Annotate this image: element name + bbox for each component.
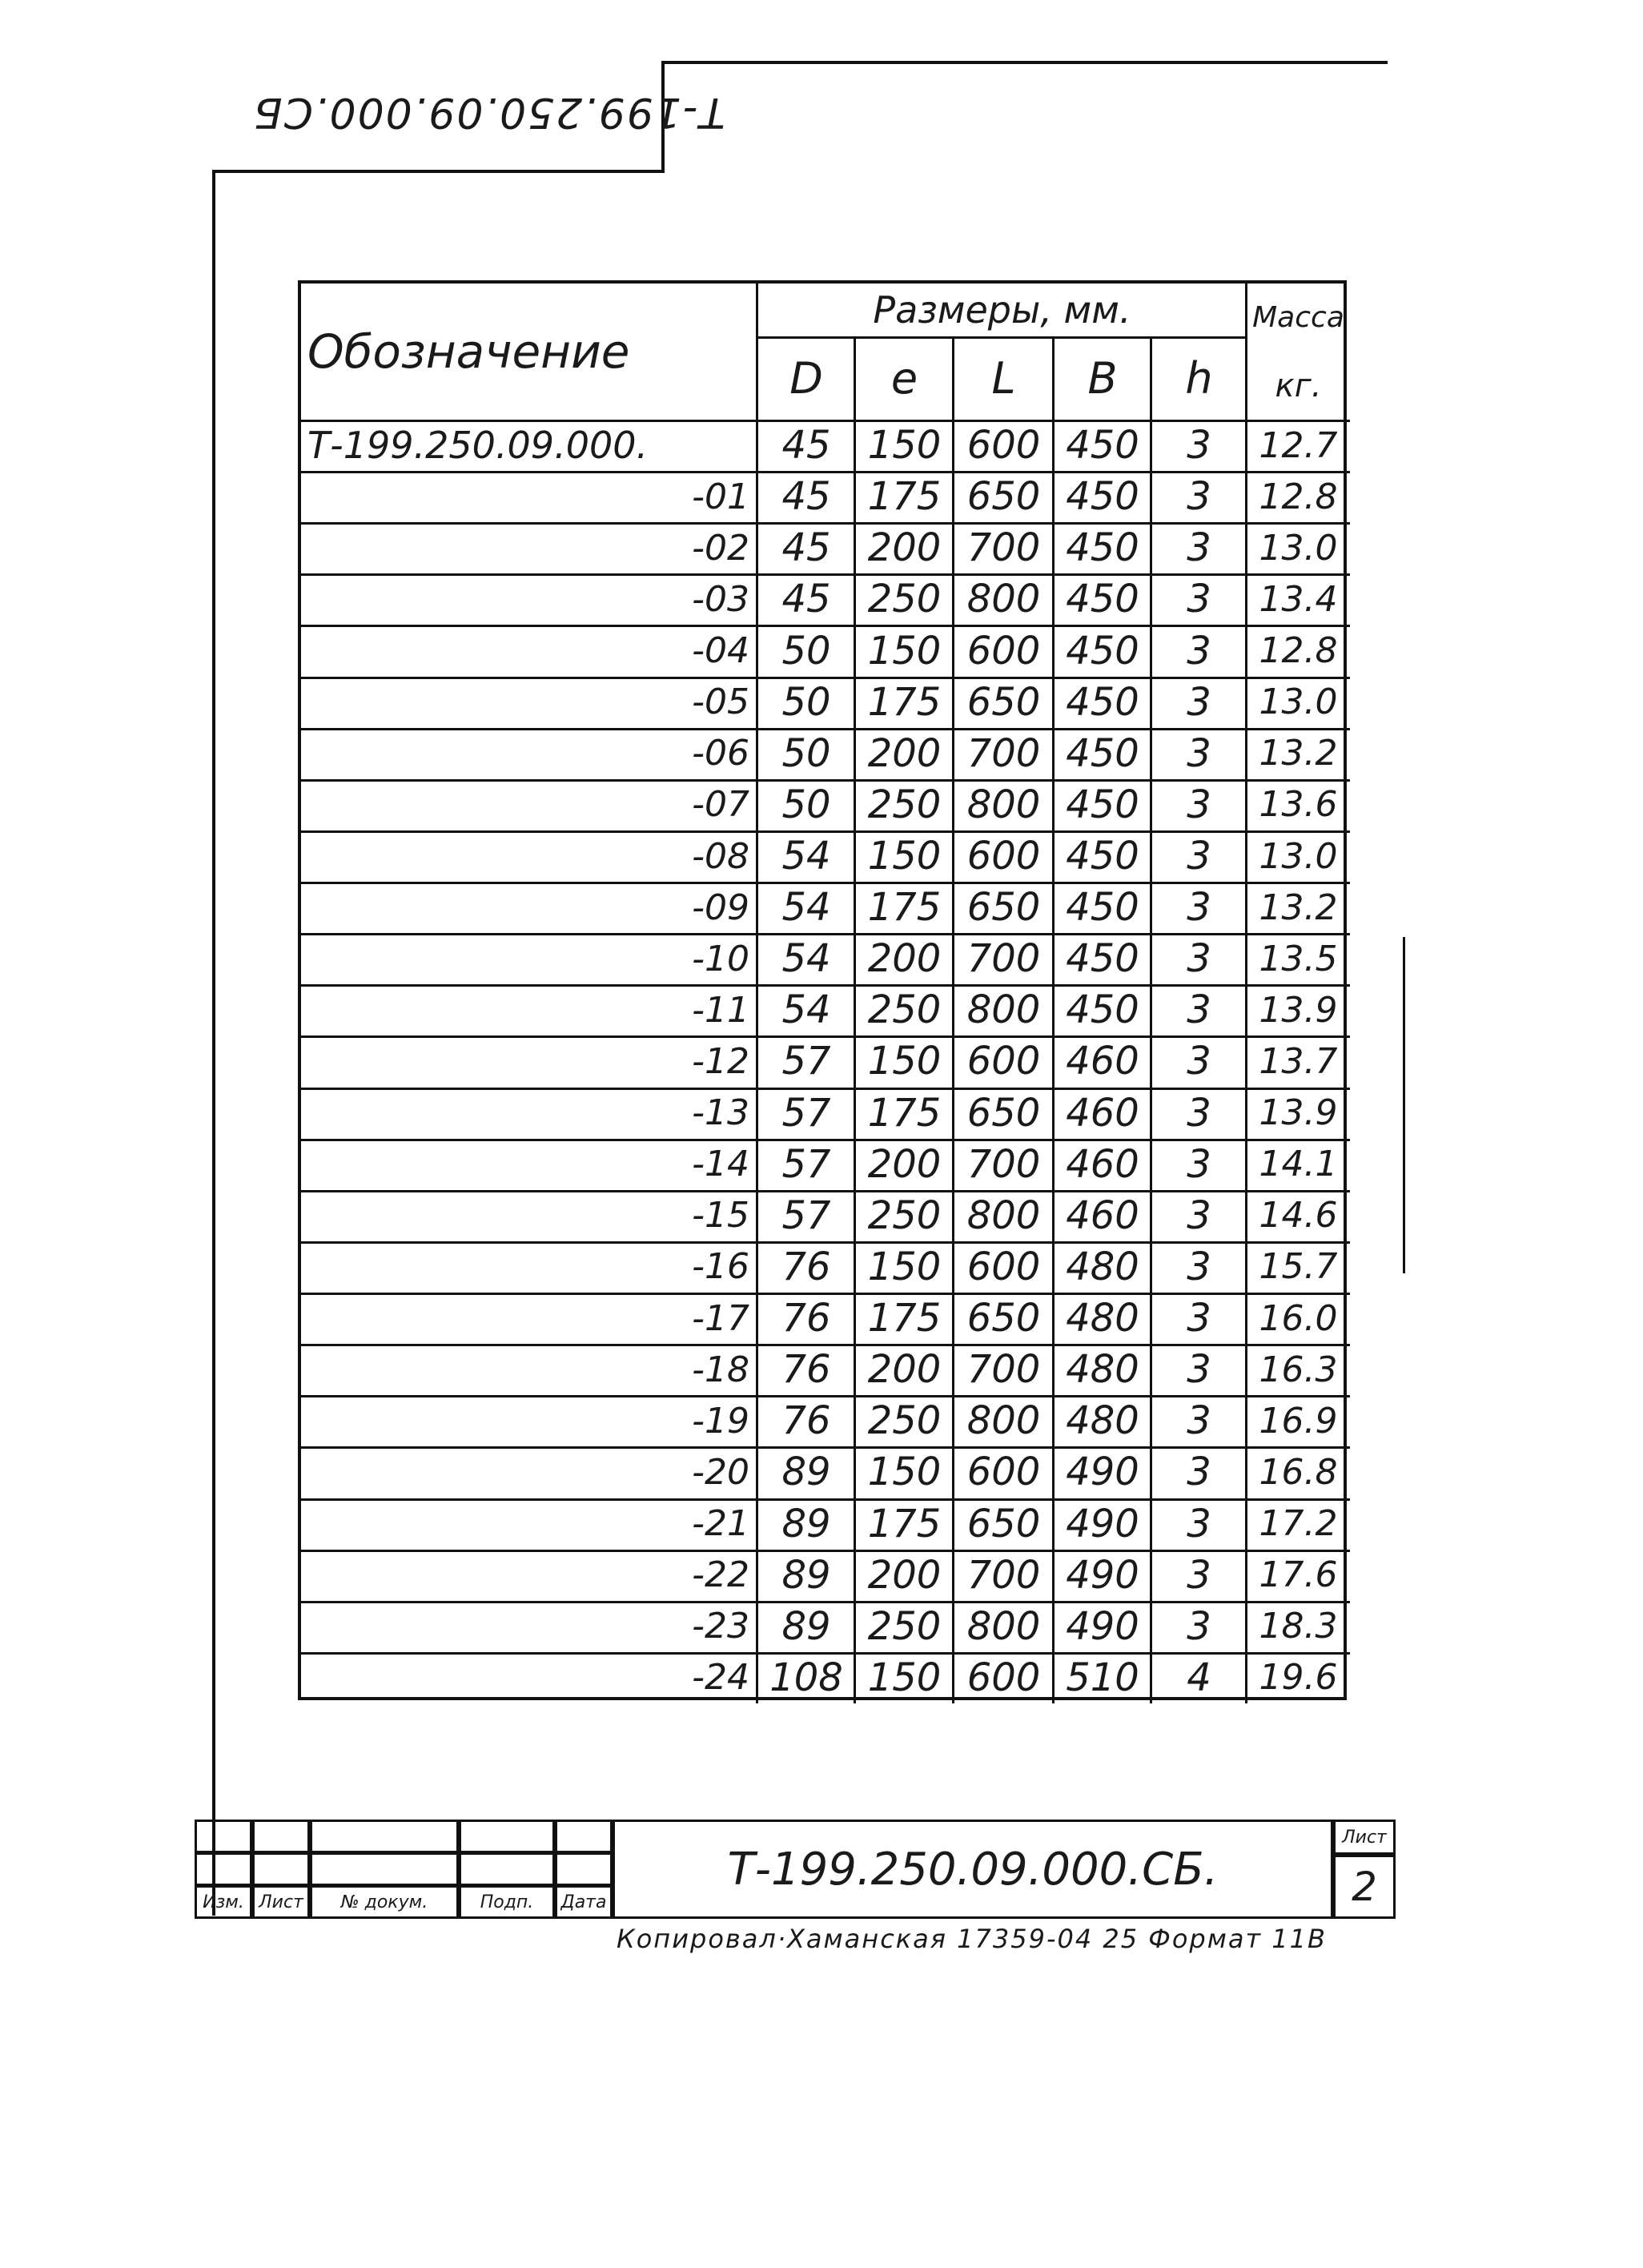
cell-d: 89 — [781, 1552, 831, 1598]
cell-d: 89 — [781, 1450, 831, 1495]
cell-d: 89 — [781, 1501, 831, 1546]
cell-mass: 13.9 — [1259, 1092, 1338, 1134]
cell-b: 450 — [1066, 474, 1139, 520]
cell-l: 600 — [966, 1039, 1041, 1084]
cell-e: 150 — [867, 423, 942, 468]
row-designation: -19 — [692, 1400, 749, 1442]
cell-l: 600 — [966, 1244, 1041, 1289]
rotated-stamp — [212, 61, 725, 173]
frame-top-tail — [1365, 61, 1388, 64]
rotated-stamp-code: Т-199.250.09.000.СБ — [252, 88, 725, 136]
cell-l: 600 — [966, 1450, 1041, 1495]
cell-e: 150 — [867, 1655, 942, 1700]
cell-b: 480 — [1066, 1347, 1139, 1393]
cell-h: 3 — [1187, 1398, 1211, 1444]
cell-h: 3 — [1187, 628, 1211, 674]
cell-d: 76 — [781, 1347, 831, 1393]
cell-d: 57 — [781, 1141, 831, 1187]
cell-e: 250 — [867, 577, 942, 622]
row-designation: -05 — [692, 682, 749, 723]
cell-e: 150 — [867, 1244, 942, 1289]
cell-l: 800 — [966, 987, 1041, 1033]
row-designation: -18 — [692, 1349, 749, 1390]
cell-e: 200 — [867, 1552, 942, 1598]
cell-b: 480 — [1066, 1296, 1139, 1341]
row-designation: -02 — [692, 527, 749, 569]
cell-e: 200 — [867, 936, 942, 982]
cell-h: 3 — [1187, 834, 1211, 879]
cell-d: 54 — [781, 885, 831, 931]
cell-e: 200 — [867, 730, 942, 776]
cell-d: 89 — [781, 1603, 831, 1649]
cell-mass: 13.2 — [1259, 733, 1338, 774]
cell-mass: 13.5 — [1259, 938, 1338, 979]
cell-h: 4 — [1187, 1655, 1211, 1700]
cell-l: 600 — [966, 423, 1041, 468]
cell-mass: 13.0 — [1259, 527, 1338, 569]
cell-mass: 16.8 — [1259, 1451, 1338, 1493]
cell-l: 800 — [966, 1398, 1041, 1444]
cell-d: 57 — [781, 1039, 831, 1084]
cell-l: 650 — [966, 474, 1041, 520]
title-grid-cell — [195, 1852, 252, 1886]
cell-l: 650 — [966, 885, 1041, 931]
cell-h: 3 — [1187, 525, 1211, 571]
header-mass-label: Масса — [1252, 301, 1344, 334]
cell-b: 450 — [1066, 885, 1139, 931]
cell-mass: 12.8 — [1259, 630, 1338, 672]
cell-b: 490 — [1066, 1450, 1139, 1495]
cell-mass: 16.0 — [1259, 1297, 1338, 1339]
cell-l: 700 — [966, 936, 1041, 982]
cell-h: 3 — [1187, 987, 1211, 1033]
cell-b: 480 — [1066, 1244, 1139, 1289]
header-col-b: B — [1087, 352, 1118, 404]
cell-e: 250 — [867, 1398, 942, 1444]
row-designation: -15 — [692, 1195, 749, 1237]
header-mass-unit: кг. — [1275, 367, 1322, 404]
title-grid-cell — [459, 1820, 555, 1853]
title-grid-cell — [252, 1852, 310, 1886]
row-designation: -14 — [692, 1144, 749, 1185]
cell-mass: 13.4 — [1259, 578, 1338, 620]
cell-e: 175 — [867, 679, 942, 725]
cell-h: 3 — [1187, 936, 1211, 982]
cell-d: 50 — [781, 782, 831, 827]
cell-b: 510 — [1066, 1655, 1139, 1700]
cell-l: 800 — [966, 1192, 1041, 1238]
cell-h: 3 — [1187, 1039, 1211, 1084]
cell-mass: 13.7 — [1259, 1040, 1338, 1082]
cell-l: 700 — [966, 1141, 1041, 1187]
cell-e: 175 — [867, 474, 942, 520]
cell-l: 700 — [966, 1552, 1041, 1598]
cell-mass: 14.6 — [1259, 1195, 1338, 1237]
sheet-number: 2 — [1352, 1864, 1377, 1910]
row-designation: -08 — [692, 835, 749, 877]
cell-mass: 18.3 — [1259, 1606, 1338, 1647]
right-edge-mark — [1403, 937, 1405, 1273]
cell-l: 650 — [966, 1296, 1041, 1341]
title-grid-cell — [310, 1820, 459, 1853]
cell-l: 600 — [966, 628, 1041, 674]
cell-mass: 17.2 — [1259, 1503, 1338, 1545]
row-designation: -10 — [692, 938, 749, 979]
cell-d: 57 — [781, 1090, 831, 1136]
title-grid-cell — [195, 1820, 252, 1853]
cell-h: 3 — [1187, 1192, 1211, 1238]
cell-l: 800 — [966, 577, 1041, 622]
cell-e: 200 — [867, 525, 942, 571]
row-designation: -03 — [692, 578, 749, 620]
cell-mass: 13.6 — [1259, 784, 1338, 826]
cell-d: 54 — [781, 987, 831, 1033]
header-sizes-group: Размеры, мм. — [873, 288, 1131, 332]
cell-h: 3 — [1187, 885, 1211, 931]
title-label: Лист — [259, 1892, 303, 1912]
title-grid-cell — [310, 1852, 459, 1886]
cell-b: 450 — [1066, 525, 1139, 571]
cell-b: 450 — [1066, 782, 1139, 827]
row-designation: -21 — [692, 1503, 749, 1545]
cell-b: 450 — [1066, 423, 1139, 468]
cell-e: 175 — [867, 885, 942, 931]
cell-e: 200 — [867, 1141, 942, 1187]
cell-b: 450 — [1066, 730, 1139, 776]
cell-mass: 13.9 — [1259, 989, 1338, 1031]
cell-h: 3 — [1187, 1244, 1211, 1289]
cell-mass: 16.3 — [1259, 1349, 1338, 1390]
copy-line: Копировал·Хаманская 17359-04 25 Формат 11В — [617, 1924, 1327, 1954]
cell-mass: 13.0 — [1259, 682, 1338, 723]
header-col-h: h — [1185, 352, 1213, 404]
cell-b: 460 — [1066, 1192, 1139, 1238]
cell-b: 450 — [1066, 834, 1139, 879]
cell-b: 450 — [1066, 987, 1139, 1033]
cell-h: 3 — [1187, 1603, 1211, 1649]
cell-e: 150 — [867, 628, 942, 674]
title-grid-cell — [555, 1852, 613, 1886]
cell-b: 450 — [1066, 628, 1139, 674]
cell-e: 175 — [867, 1090, 942, 1136]
cell-d: 50 — [781, 628, 831, 674]
cell-e: 200 — [867, 1347, 942, 1393]
cell-h: 3 — [1187, 1501, 1211, 1546]
cell-mass: 19.6 — [1259, 1657, 1338, 1699]
cell-d: 54 — [781, 834, 831, 879]
title-grid-cell — [252, 1820, 310, 1853]
cell-d: 45 — [781, 474, 831, 520]
cell-b: 460 — [1066, 1090, 1139, 1136]
cell-h: 3 — [1187, 474, 1211, 520]
row-designation: -11 — [692, 989, 749, 1031]
sheet-label: Лист — [1342, 1827, 1387, 1848]
title-label: Изм. — [203, 1892, 244, 1912]
cell-h: 3 — [1187, 1552, 1211, 1598]
cell-d: 108 — [769, 1655, 843, 1700]
row-designation: -07 — [692, 784, 749, 826]
row-designation: -24 — [692, 1657, 749, 1699]
cell-l: 650 — [966, 1090, 1041, 1136]
cell-h: 3 — [1187, 577, 1211, 622]
cell-e: 175 — [867, 1501, 942, 1546]
title-code: Т-199.250.09.000.СБ. — [727, 1843, 1219, 1896]
row-designation: -04 — [692, 630, 749, 672]
cell-d: 45 — [781, 525, 831, 571]
title-grid-cell — [459, 1852, 555, 1886]
cell-e: 150 — [867, 1039, 942, 1084]
row-designation: -20 — [692, 1451, 749, 1493]
row-designation: -06 — [692, 733, 749, 774]
cell-b: 490 — [1066, 1603, 1139, 1649]
row-designation: -01 — [692, 476, 749, 517]
cell-d: 76 — [781, 1398, 831, 1444]
cell-b: 490 — [1066, 1552, 1139, 1598]
cell-e: 250 — [867, 1603, 942, 1649]
header-col-d: D — [789, 352, 823, 404]
cell-mass: 13.2 — [1259, 887, 1338, 928]
title-label: Подп. — [480, 1892, 534, 1912]
cell-l: 600 — [966, 1655, 1041, 1700]
row-designation: -23 — [692, 1606, 749, 1647]
cell-b: 450 — [1066, 577, 1139, 622]
cell-e: 250 — [867, 987, 942, 1033]
cell-l: 700 — [966, 525, 1041, 571]
row-designation: -22 — [692, 1554, 749, 1596]
header-col-e: e — [890, 352, 918, 404]
header-designation: Обозначение — [307, 324, 630, 379]
cell-mass: 12.8 — [1259, 476, 1338, 517]
cell-d: 50 — [781, 730, 831, 776]
cell-mass: 15.7 — [1259, 1246, 1338, 1288]
cell-b: 460 — [1066, 1141, 1139, 1187]
title-label: Дата — [560, 1892, 607, 1912]
cell-h: 3 — [1187, 1090, 1211, 1136]
cell-b: 460 — [1066, 1039, 1139, 1084]
cell-e: 150 — [867, 1450, 942, 1495]
cell-h: 3 — [1187, 1296, 1211, 1341]
cell-l: 800 — [966, 782, 1041, 827]
cell-b: 450 — [1066, 936, 1139, 982]
spec-table — [298, 280, 1347, 1700]
row-designation: Т-199.250.09.000. — [307, 424, 649, 468]
cell-h: 3 — [1187, 423, 1211, 468]
cell-l: 650 — [966, 679, 1041, 725]
cell-l: 800 — [966, 1603, 1041, 1649]
cell-d: 76 — [781, 1244, 831, 1289]
cell-b: 450 — [1066, 679, 1139, 725]
title-label: № докум. — [340, 1892, 428, 1912]
row-designation: -13 — [692, 1092, 749, 1134]
title-grid-cell — [555, 1820, 613, 1853]
cell-d: 50 — [781, 679, 831, 725]
cell-l: 600 — [966, 834, 1041, 879]
cell-mass: 16.9 — [1259, 1400, 1338, 1442]
cell-d: 54 — [781, 936, 831, 982]
cell-h: 3 — [1187, 1347, 1211, 1393]
cell-h: 3 — [1187, 1450, 1211, 1495]
cell-d: 45 — [781, 423, 831, 468]
cell-e: 250 — [867, 1192, 942, 1238]
cell-l: 700 — [966, 730, 1041, 776]
cell-b: 480 — [1066, 1398, 1139, 1444]
cell-b: 490 — [1066, 1501, 1139, 1546]
cell-l: 700 — [966, 1347, 1041, 1393]
row-designation: -16 — [692, 1246, 749, 1288]
cell-mass: 12.7 — [1259, 424, 1338, 466]
row-designation: -12 — [692, 1040, 749, 1082]
cell-h: 3 — [1187, 730, 1211, 776]
cell-mass: 14.1 — [1259, 1144, 1338, 1185]
cell-e: 150 — [867, 834, 942, 879]
cell-d: 45 — [781, 577, 831, 622]
cell-d: 57 — [781, 1192, 831, 1238]
cell-d: 76 — [781, 1296, 831, 1341]
cell-h: 3 — [1187, 782, 1211, 827]
title-block — [195, 1820, 1396, 1919]
header-col-l: L — [991, 352, 1016, 404]
row-designation: -09 — [692, 887, 749, 928]
cell-h: 3 — [1187, 679, 1211, 725]
cell-e: 175 — [867, 1296, 942, 1341]
cell-mass: 17.6 — [1259, 1554, 1338, 1596]
row-designation: -17 — [692, 1297, 749, 1339]
cell-mass: 13.0 — [1259, 835, 1338, 877]
cell-e: 250 — [867, 782, 942, 827]
cell-l: 650 — [966, 1501, 1041, 1546]
cell-h: 3 — [1187, 1141, 1211, 1187]
